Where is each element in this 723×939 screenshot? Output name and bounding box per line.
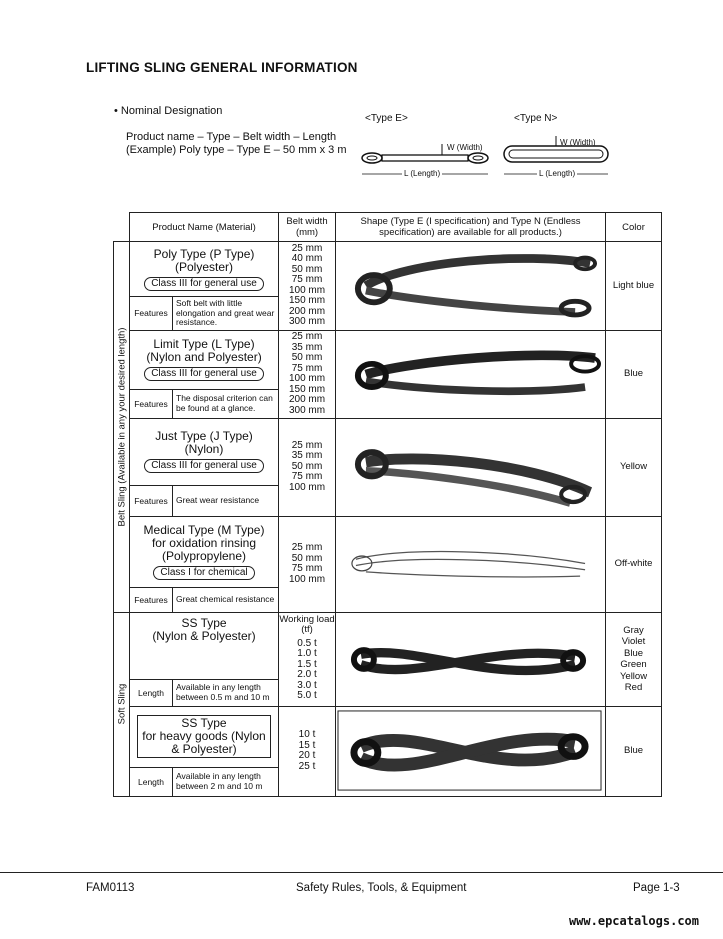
sling-image-ss	[336, 612, 606, 706]
sling-image-medical	[336, 516, 606, 612]
features-label: Features	[130, 485, 173, 516]
working-load-header: Working load (tf)	[279, 613, 335, 635]
features-label: Features	[130, 587, 173, 612]
table-row	[114, 516, 662, 587]
footer-page-number: Page 1-3	[633, 882, 680, 894]
product-name-cell: Poly Type (P Type) (Polyester) Class III for general use	[130, 242, 279, 297]
class-badge: Class III for general use	[144, 459, 264, 473]
product-name-cell: SS Type for heavy goods (Nylon & Polyester)	[130, 706, 279, 767]
belt-width-values: 25 mm 40 mm 50 mm 75 mm 100 mm 150 mm 200 mm 300 mm	[279, 242, 336, 331]
nominal-line-2: (Example) Poly type – Type E – 50 mm x 3 m	[126, 144, 347, 156]
color-cell: Yellow	[606, 418, 662, 516]
belt-sling-group-label: Belt Sling (Available in any your desired length)	[116, 327, 127, 527]
product-name-cell: SS Type (Nylon & Polyester)	[130, 612, 279, 679]
class-badge: Class III for general use	[144, 367, 264, 381]
table-header-row	[114, 213, 662, 242]
length-label: Length	[130, 679, 173, 706]
features-text: Soft belt with little elongation and great wear resistance.	[173, 297, 279, 331]
footer-section-title: Safety Rules, Tools, & Equipment	[296, 882, 467, 894]
color-cell: Off-white	[606, 516, 662, 612]
product-name-cell: Medical Type (M Type) for oxidation rinsing (Polypropylene) Class I for chemical	[130, 516, 279, 587]
table-row	[114, 418, 662, 485]
header-shape: Shape (Type E (I specification) and Type N (Endless specification) are available for all products.)	[336, 213, 606, 242]
sling-table	[113, 212, 662, 797]
color-cell: Blue	[606, 706, 662, 796]
length-text: Available in any length between 2 m and 10 m	[173, 767, 279, 796]
working-load-values: 10 t 15 t 20 t 25 t	[279, 706, 336, 796]
color-cell: Blue	[606, 330, 662, 418]
header-color: Color	[606, 213, 662, 242]
page-title: LIFTING SLING GENERAL INFORMATION	[86, 60, 358, 75]
belt-width-values: 25 mm 35 mm 50 mm 75 mm 100 mm	[279, 418, 336, 516]
watermark: www.epcatalogs.com	[568, 914, 699, 928]
type-e-length-label: L (Length)	[404, 169, 441, 178]
length-label: Length	[130, 767, 173, 796]
nominal-line-1: Product name – Type – Belt width – Length	[126, 131, 337, 143]
footer-divider	[0, 872, 723, 873]
belt-width-values: 25 mm 35 mm 50 mm 75 mm 100 mm 150 mm 200 mm 300 mm	[279, 330, 336, 418]
sling-image-ss-heavy	[336, 706, 606, 796]
type-n-label: <Type N>	[514, 113, 558, 124]
length-text: Available in any length between 0.5 m and 10 m	[173, 679, 279, 706]
type-n-width-label: W (Width)	[560, 138, 596, 147]
features-label: Features	[130, 297, 173, 331]
class-badge: Class III for general use	[144, 277, 264, 291]
table-row	[114, 612, 662, 679]
nominal-heading: • Nominal Designation	[114, 105, 223, 117]
table-row	[114, 330, 662, 389]
product-name-cell: Just Type (J Type) (Nylon) Class III for general use	[130, 418, 279, 485]
working-load-values: 0.5 t 1.0 t 1.5 t 2.0 t 3.0 t 5.0 t	[297, 637, 317, 701]
header-belt-width: Belt width (mm)	[279, 213, 336, 242]
type-n-length-label: L (Length)	[539, 169, 576, 178]
sling-image-poly	[336, 242, 606, 331]
product-name-cell: Limit Type (L Type) (Nylon and Polyester) Class III for general use	[130, 330, 279, 389]
color-cell: Light blue	[606, 242, 662, 331]
features-text: Great wear resistance	[173, 485, 279, 516]
features-text: Great chemical resistance	[173, 587, 279, 612]
working-load-cell	[279, 612, 336, 706]
header-product: Product Name (Material)	[130, 213, 279, 242]
type-e-label: <Type E>	[365, 113, 408, 124]
features-text: The disposal criterion can be found at a glance.	[173, 389, 279, 418]
table-row	[114, 706, 662, 767]
table-row	[114, 242, 662, 297]
footer-doc-id: FAM0113	[86, 882, 135, 894]
sling-image-limit	[336, 330, 606, 418]
type-e-width-label: W (Width)	[447, 143, 483, 152]
color-cell: Gray Violet Blue Green Yellow Red	[606, 612, 662, 706]
sling-image-just	[336, 418, 606, 516]
soft-sling-group-label: Soft Sling	[116, 683, 127, 725]
belt-width-values: 25 mm 50 mm 75 mm 100 mm	[279, 516, 336, 612]
class-badge: Class I for chemical	[153, 566, 254, 580]
features-label: Features	[130, 389, 173, 418]
